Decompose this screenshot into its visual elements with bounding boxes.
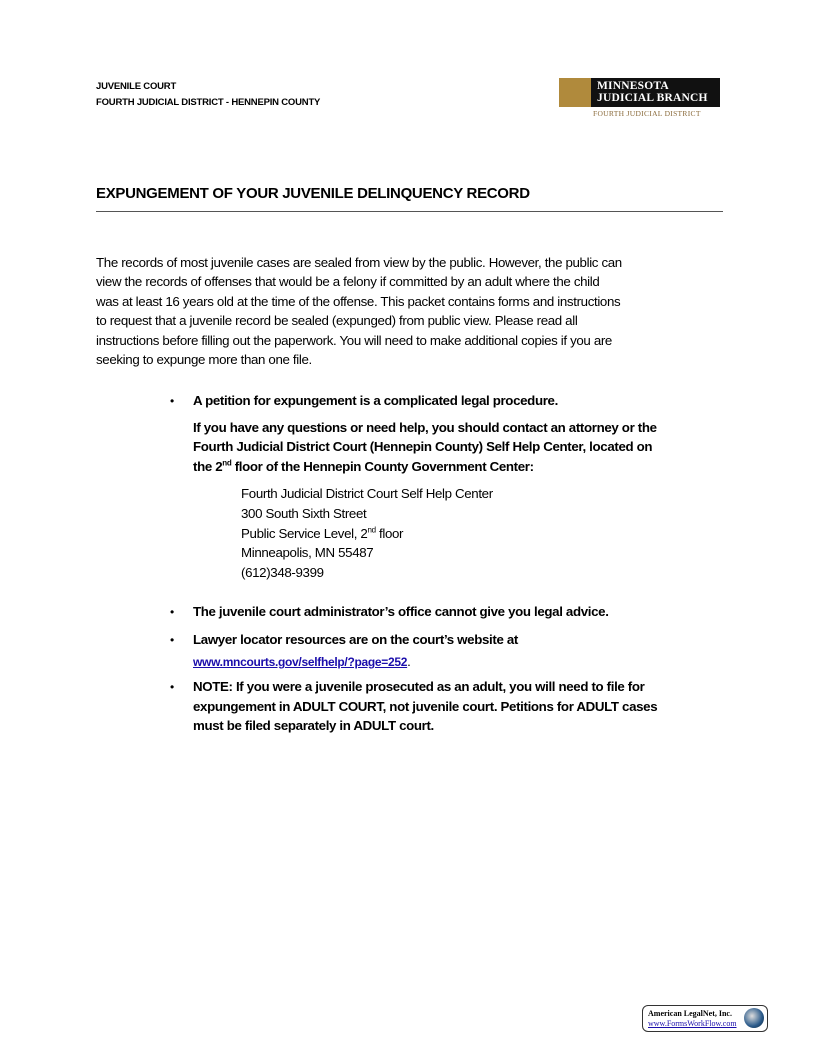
help-line-2: Fourth Judicial District Court (Hennepin County) Self Help Center, located on xyxy=(193,439,653,454)
intro-line: view the records of offenses that would be a felony if committed by an adult where the child xyxy=(96,274,600,289)
intro-line: The records of most juvenile cases are sealed from view by the public. However, the public can xyxy=(96,255,622,270)
note-line-1: NOTE: If you were a juvenile prosecuted as an adult, you will need to file for xyxy=(193,679,645,694)
note-line-2: expungement in ADULT COURT, not juvenile court. Petitions for ADULT cases xyxy=(193,699,658,714)
title-divider xyxy=(96,211,723,212)
address-street: 300 South Sixth Street xyxy=(241,506,367,521)
district-name: FOURTH JUDICIAL DISTRICT - HENNEPIN COUNTY xyxy=(96,97,321,108)
help-line-3: the 2nd floor of the Hennepin County Government Center: xyxy=(193,458,534,474)
intro-line: instructions before filling out the paperwork. You will need to make additional copies if you are xyxy=(96,333,612,348)
lawyer-locator-link[interactable]: www.mncourts.gov/selfhelp/?page=252 xyxy=(193,655,408,669)
help-line-1: If you have any questions or need help, you should contact an attorney or the xyxy=(193,420,657,435)
bullet-icon: • xyxy=(170,605,175,619)
bullet-3-text: Lawyer locator resources are on the court’s website at xyxy=(193,632,518,647)
bullet-2-text: The juvenile court administrator’s office cannot give you legal advice. xyxy=(193,604,609,619)
address-level: Public Service Level, 2nd floor xyxy=(241,525,404,541)
intro-line: seeking to expunge more than one file. xyxy=(96,352,312,367)
minnesota-judicial-branch-logo: MINNESOTA JUDICIAL BRANCH FOURTH JUDICIAL DISTRICT xyxy=(559,78,720,120)
page-title: EXPUNGEMENT OF YOUR JUVENILE DELINQUENCY RECORD xyxy=(96,185,530,202)
american-legalnet-logo[interactable]: American LegalNet, Inc. www.FormsWorkFlow.com xyxy=(642,1005,768,1032)
lawyer-locator-line: www.mncourts.gov/selfhelp/?page=252. xyxy=(193,654,411,669)
address-name: Fourth Judicial District Court Self Help Center xyxy=(241,486,493,501)
globe-icon xyxy=(744,1008,764,1028)
intro-line: was at least 16 years old at the time of the offense. This packet contains forms and instructions xyxy=(96,294,621,309)
address-city: Minneapolis, MN 55487 xyxy=(241,545,374,560)
bullet-icon: • xyxy=(170,680,175,694)
court-name: JUVENILE COURT xyxy=(96,81,177,92)
courthouse-pillar-icon xyxy=(559,78,591,107)
note-line-3: must be filed separately in ADULT court. xyxy=(193,718,434,733)
bullet-icon: • xyxy=(170,633,175,647)
bullet-1-text: A petition for expungement is a complicated legal procedure. xyxy=(193,393,558,408)
address-phone: (612)348-9399 xyxy=(241,565,324,580)
bullet-icon: • xyxy=(170,394,175,408)
intro-line: to request that a juvenile record be sealed (expunged) from public view. Please read all xyxy=(96,313,578,328)
